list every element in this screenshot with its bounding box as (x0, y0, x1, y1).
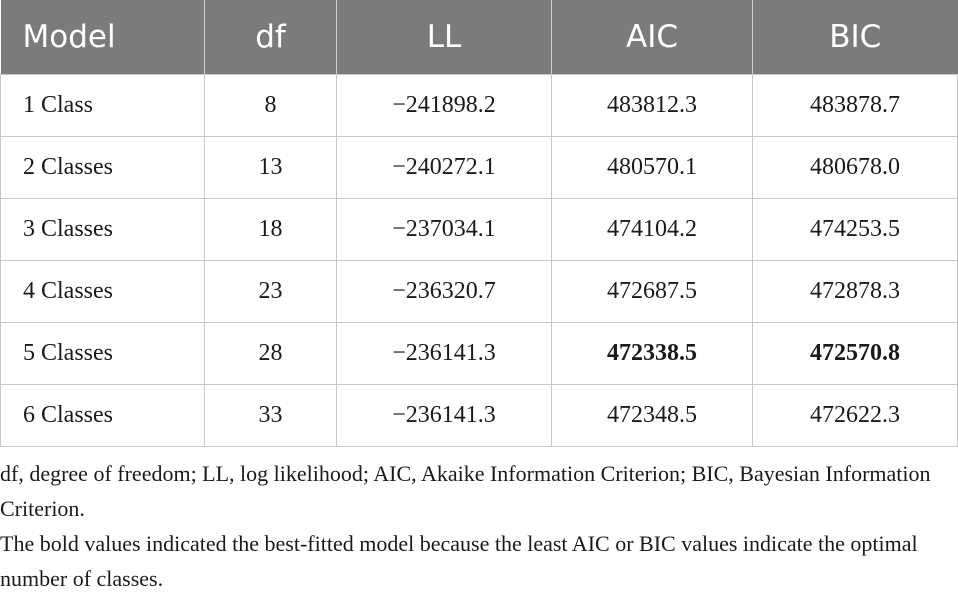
table-row (1, 261, 958, 323)
cell-df: 28 (205, 323, 337, 385)
cell-df: 33 (205, 385, 337, 447)
cell-ll: −236141.3 (337, 385, 552, 447)
cell-df: 8 (205, 75, 337, 137)
header-row (1, 0, 958, 75)
cell-bic: 472622.3 (753, 385, 958, 447)
cell-df: 18 (205, 199, 337, 261)
cell-ll: −241898.2 (337, 75, 552, 137)
cell-aic: 472348.5 (552, 385, 753, 447)
cell-aic: 472687.5 (552, 261, 753, 323)
cell-ll: −237034.1 (337, 199, 552, 261)
cell-ll: −236320.7 (337, 261, 552, 323)
cell-bic: 472878.3 (753, 261, 958, 323)
cell-aic: 483812.3 (552, 75, 753, 137)
cell-ll: −236141.3 (337, 323, 552, 385)
cell-aic-best: 472338.5 (552, 323, 753, 385)
header-bic: BIC (753, 0, 958, 75)
bold-values-note: The bold values indicated the best-fitted model because the least AIC or BIC values indicate the optimal number of classes. (0, 531, 918, 591)
cell-model: 4 Classes (1, 261, 205, 323)
header-model: Model (1, 0, 205, 75)
cell-ll: −240272.1 (337, 137, 552, 199)
table-row (1, 385, 958, 447)
table-row (1, 75, 958, 137)
abbreviations-note: df, degree of freedom; LL, log likelihood; AIC, Akaike Information Criterion; BIC, Bayesian Information Criterion. (0, 461, 931, 521)
cell-df: 13 (205, 137, 337, 199)
cell-model: 1 Class (1, 75, 205, 137)
table-header (1, 0, 958, 75)
cell-df: 23 (205, 261, 337, 323)
header-ll: LL (337, 0, 552, 75)
cell-bic-best: 472570.8 (753, 323, 958, 385)
cell-model: 6 Classes (1, 385, 205, 447)
header-aic: AIC (552, 0, 753, 75)
cell-bic: 474253.5 (753, 199, 958, 261)
cell-bic: 483878.7 (753, 75, 958, 137)
cell-aic: 474104.2 (552, 199, 753, 261)
cell-bic: 480678.0 (753, 137, 958, 199)
table-footnotes (0, 456, 940, 596)
table-row (1, 137, 958, 199)
header-df: df (205, 0, 337, 75)
table-body (1, 75, 958, 447)
cell-model: 5 Classes (1, 323, 205, 385)
table-row (1, 199, 958, 261)
cell-aic: 480570.1 (552, 137, 753, 199)
cell-model: 3 Classes (1, 199, 205, 261)
table-row-best-fit (1, 323, 958, 385)
cell-model: 2 Classes (1, 137, 205, 199)
